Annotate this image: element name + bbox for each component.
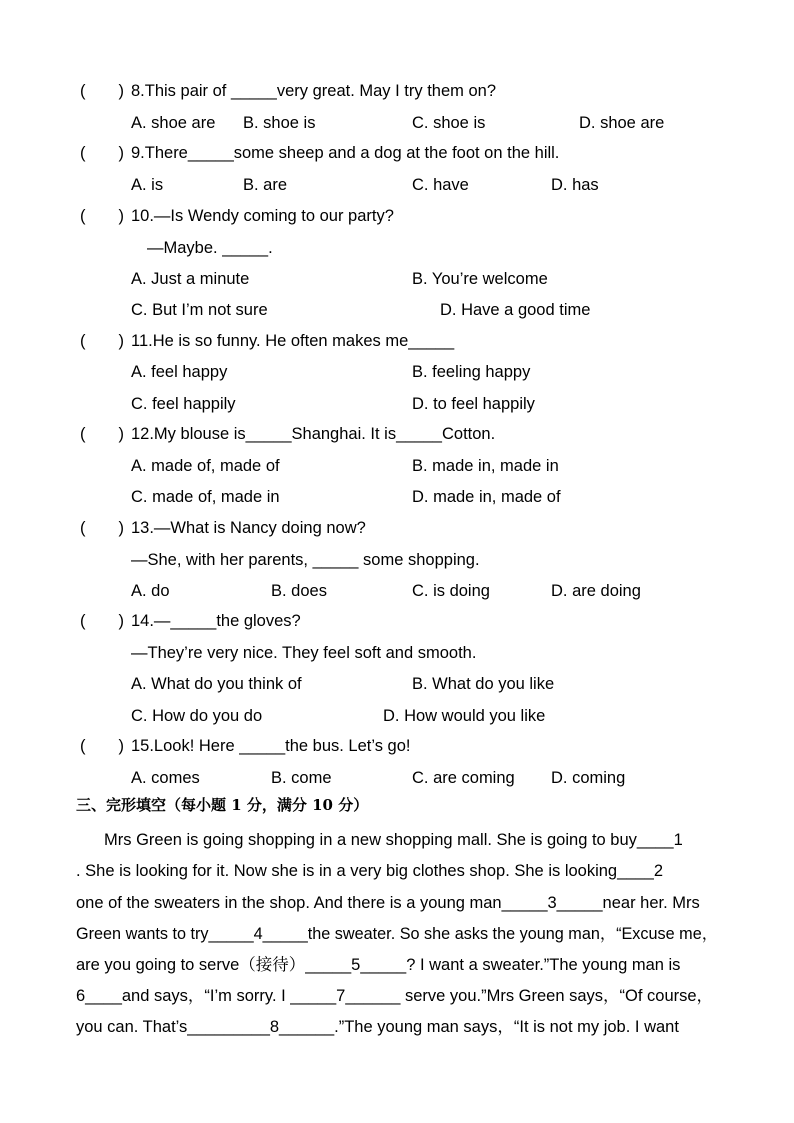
option-b: B. made in, made in [412, 457, 559, 475]
question-stem-line2 [0, 640, 794, 666]
question-stem: 10.—Is Wendy coming to our party? [131, 207, 394, 225]
options-row [0, 453, 794, 479]
option-d: D. How would you like [383, 707, 546, 725]
option-d: D. Have a good time [440, 301, 591, 319]
passage-line: Mrs Green is going shopping in a new shopping mall. She is going to buy____1 [104, 831, 683, 849]
answer-bracket: ( ) [80, 82, 124, 100]
option-c: C. have [412, 176, 469, 194]
options-row [0, 391, 794, 417]
options-row [0, 765, 794, 791]
option-a: A. shoe are [131, 114, 216, 132]
option-b: B. does [271, 582, 327, 600]
question-8 [0, 78, 794, 104]
options-row [0, 484, 794, 510]
options-row [0, 578, 794, 604]
question-10 [0, 203, 794, 229]
option-d: D. are doing [551, 582, 641, 600]
answer-bracket: ( ) [80, 207, 124, 225]
options-row [0, 266, 794, 292]
options-row [0, 703, 794, 729]
option-d: D. made in, made of [412, 488, 561, 506]
option-c: C. is doing [412, 582, 490, 600]
option-b: B. You’re welcome [412, 270, 548, 288]
question-stem: 15.Look! Here _____the bus. Let’s go! [131, 737, 411, 755]
question-9 [0, 140, 794, 166]
answer-bracket: ( ) [80, 737, 124, 755]
question-12 [0, 421, 794, 447]
question-stem-line2 [0, 235, 794, 261]
passage-line: . She is looking for it. Now she is in a very big clothes shop. She is looking____2 [76, 862, 663, 880]
question-11 [0, 328, 794, 354]
option-b: B. are [243, 176, 288, 194]
option-c: C. How do you do [131, 707, 263, 725]
section-heading [0, 792, 794, 818]
question-13 [0, 515, 794, 541]
section-3-title: 三、完形填空（每小题 1 分，满分 10 分） [76, 796, 369, 814]
question-stem-2: —Maybe. _____. [147, 239, 273, 257]
question-stem: 13.—What is Nancy doing now? [131, 519, 366, 537]
answer-bracket: ( ) [80, 425, 124, 443]
option-d: D. has [551, 176, 599, 194]
question-stem-2: —They’re very nice. They feel soft and smooth. [131, 644, 477, 662]
question-14 [0, 608, 794, 634]
answer-bracket: ( ) [80, 519, 124, 537]
option-b: B. feeling happy [412, 363, 531, 381]
passage-line: you can. That’s_________8______.”The young man says，“It is not my job. I want [76, 1018, 679, 1036]
option-b: B. come [271, 769, 332, 787]
passage-line: Green wants to try_____4_____the sweater. So she asks the young man，“Excuse me， [76, 925, 718, 943]
question-stem: 12.My blouse is_____Shanghai. It is_____Cotton. [131, 425, 496, 443]
answer-bracket: ( ) [80, 144, 124, 162]
option-c: C. But I’m not sure [131, 301, 268, 319]
passage-line: 6____and says，“I’m sorry. I _____7______ serve you.”Mrs Green says，“Of course， [76, 987, 714, 1005]
question-15 [0, 733, 794, 759]
option-d: D. coming [551, 769, 626, 787]
answer-bracket: ( ) [80, 332, 124, 350]
option-d: D. shoe are [579, 114, 665, 132]
option-d: D. to feel happily [412, 395, 535, 413]
option-a: A. made of, made of [131, 457, 280, 475]
options-row [0, 297, 794, 323]
option-b: B. What do you like [412, 675, 555, 693]
option-a: A. What do you think of [131, 675, 302, 693]
options-row [0, 671, 794, 697]
options-row [0, 172, 794, 198]
question-stem-2: —She, with her parents, _____ some shopping. [131, 551, 480, 569]
option-a: A. do [131, 582, 170, 600]
question-stem: 11.He is so funny. He often makes me_____ [131, 332, 455, 350]
question-stem: 8.This pair of _____very great. May I try them on? [131, 82, 497, 100]
answer-bracket: ( ) [80, 612, 124, 630]
option-a: A. is [131, 176, 164, 194]
passage-line: one of the sweaters in the shop. And there is a young man_____3_____near her. Mrs [76, 894, 700, 912]
passage-line: are you going to serve（接待）_____5_____? I want a sweater.”The young man is [76, 956, 681, 974]
question-stem-line2 [0, 547, 794, 573]
option-c: C. are coming [412, 769, 515, 787]
question-stem: 14.—_____the gloves? [131, 612, 301, 630]
option-a: A. Just a minute [131, 270, 250, 288]
option-a: A. feel happy [131, 363, 228, 381]
options-row [0, 110, 794, 136]
option-b: B. shoe is [243, 114, 316, 132]
option-c: C. made of, made in [131, 488, 280, 506]
option-c: C. feel happily [131, 395, 236, 413]
question-stem: 9.There_____some sheep and a dog at the foot on the hill. [131, 144, 560, 162]
option-c: C. shoe is [412, 114, 486, 132]
option-a: A. comes [131, 769, 200, 787]
options-row [0, 359, 794, 385]
